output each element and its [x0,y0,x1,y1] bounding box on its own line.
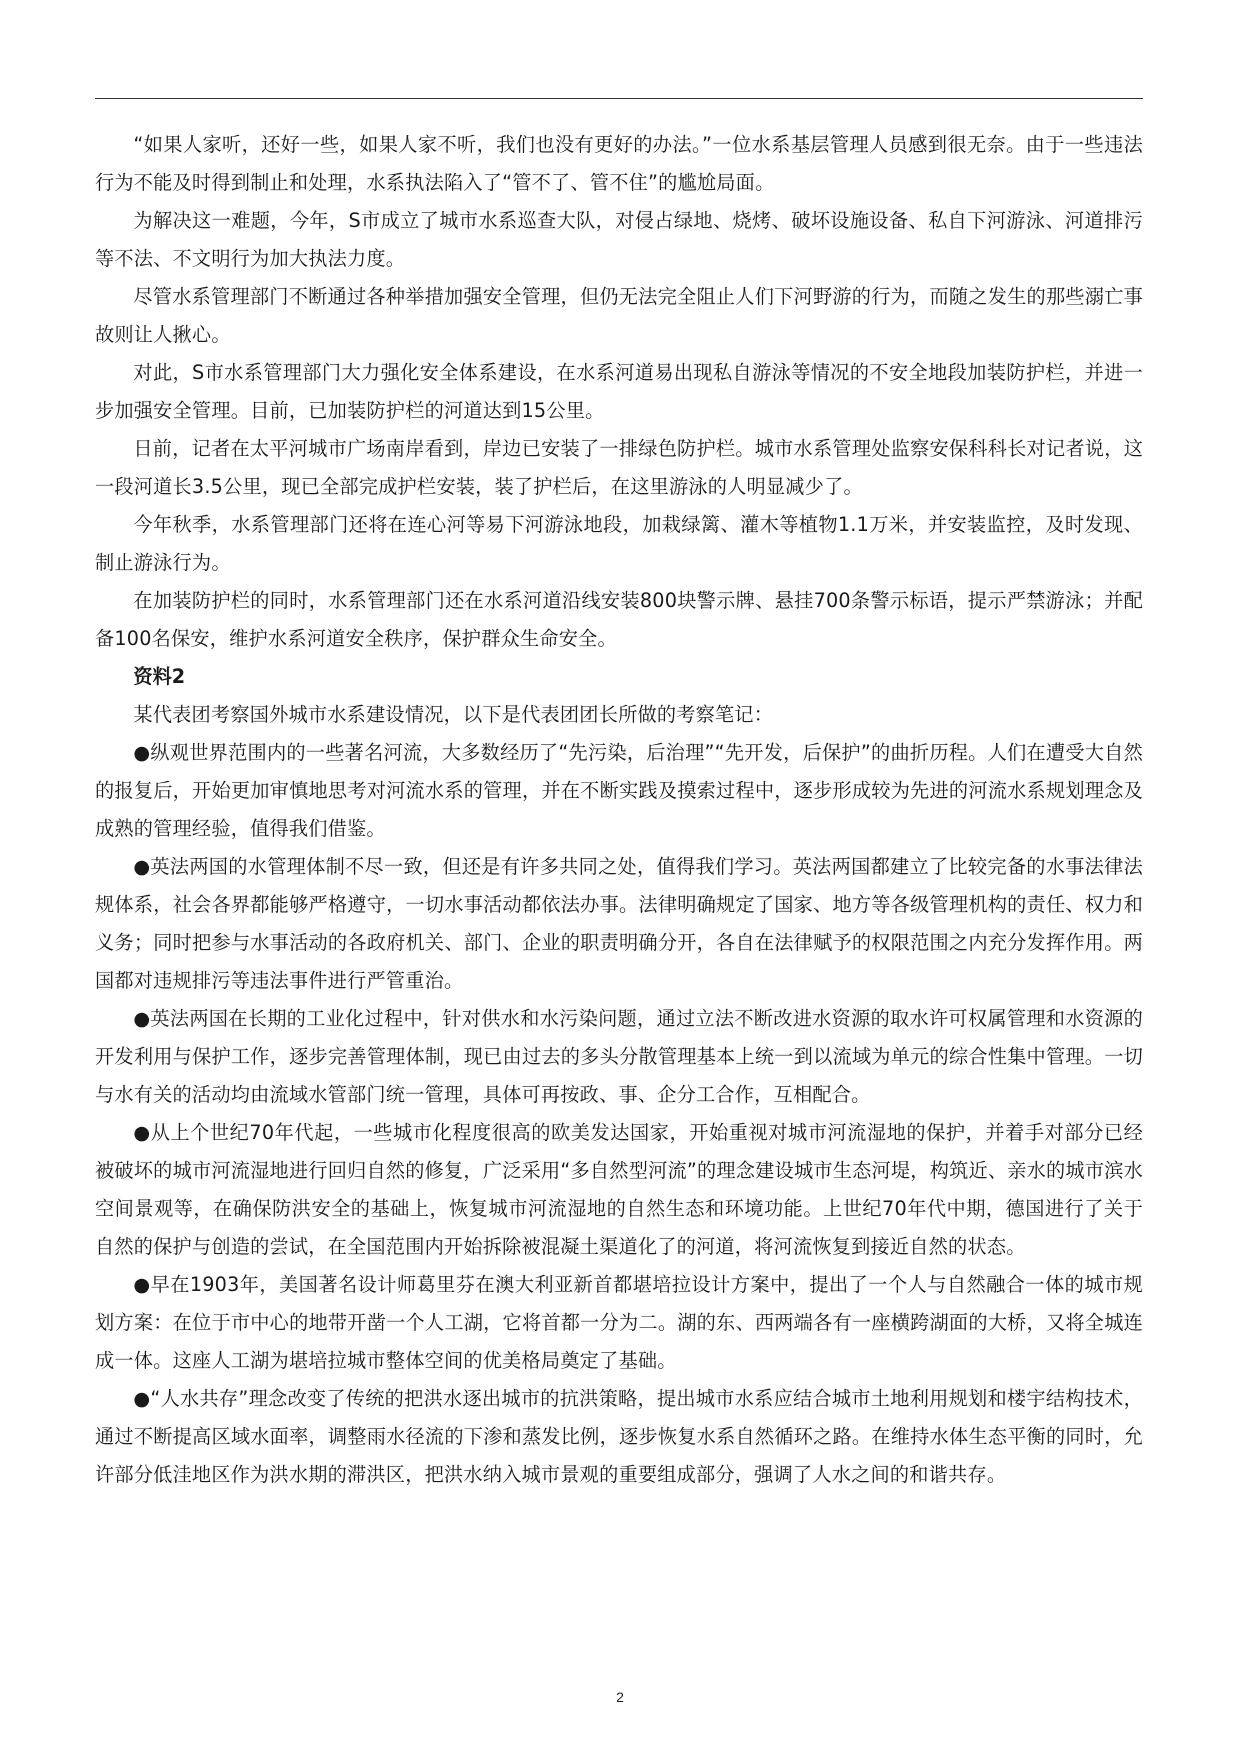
bullet-paragraph: ●早在1903年，美国著名设计师葛里芬在澳大利亚新首都堪培拉设计方案中，提出了一个人与自然融合一体的城市规划方案：在位于市中心的地带开凿一个人工湖，它将首都一分为二。湖的东、西两端各有一座横跨湖面的大桥，又将全城连成一体。这座人工湖为堪培拉城市整体空间的优美格局奠定了基础。 [95,1273,1143,1372]
paragraph: 某代表团考察国外城市水系建设情况，以下是代表团团长所做的考察笔记： [133,703,774,726]
paragraph: 在加装防护栏的同时，水系管理部门还在水系河道沿线安装800块警示牌、悬挂700条警示标语，提示严禁游泳；并配备100名保安，维护水系河道安全秩序，保护群众生命安全。 [95,589,1143,650]
paragraph: 为解决这一难题，今年，S市成立了城市水系巡查大队，对侵占绿地、烧烤、破坏设施设备、私自下河游泳、河道排污等不法、不文明行为加大执法力度。 [95,209,1143,270]
paragraph: “如果人家听，还好一些，如果人家不听，我们也没有更好的办法。”一位水系基层管理人员感到很无奈。由于一些违法行为不能及时得到制止和处理，水系执法陷入了“管不了、管不住”的尴尬局面。 [95,133,1143,194]
document-body [95,126,1143,1494]
paragraph: 对此，S市水系管理部门大力强化安全体系建设，在水系河道易出现私自游泳等情况的不安全地段加装防护栏，并进一步加强安全管理。目前，已加装防护栏的河道达到15公里。 [95,361,1143,422]
page-number: 2 [616,1689,624,1705]
bullet-paragraph: ●“人水共存”理念改变了传统的把洪水逐出城市的抗洪策略，提出城市水系应结合城市土地利用规划和楼宇结构技术，通过不断提高区域水面率，调整雨水径流的下渗和蒸发比例，逐步恢复水系自然循环之路。在维持水体生态平衡的同时，允许部分低洼地区作为洪水期的滞洪区，把洪水纳入城市景观的重要组成部分，强调了人水之间的和谐共存。 [95,1387,1143,1486]
bullet-paragraph: ●从上个世纪70年代起，一些城市化程度很高的欧美发达国家，开始重视对城市河流湿地的保护，并着手对部分已经被破坏的城市河流湿地进行回归自然的修复，广泛采用“多自然型河流”的理念建设城市生态河堤，构筑近、亲水的城市滨水空间景观等，在确保防洪安全的基础上，恢复城市河流湿地的自然生态和环境功能。上世纪70年代中期，德国进行了关于自然的保护与创造的尝试，在全国范围内开始拆除被混凝土渠道化了的河道，将河流恢复到接近自然的状态。 [95,1121,1143,1258]
section-heading: 资料2 [133,665,186,688]
bullet-paragraph: ●英法两国的水管理体制不尽一致，但还是有许多共同之处，值得我们学习。英法两国都建立了比较完备的水事法律法规体系，社会各界都能够严格遵守，一切水事活动都依法办事。法律明确规定了国家、地方等各级管理机构的责任、权力和义务；同时把参与水事活动的各政府机关、部门、企业的职责明确分开，各自在法律赋予的权限范围之内充分发挥作用。两国都对违规排污等违法事件进行严管重治。 [95,855,1143,992]
paragraph: 今年秋季，水系管理部门还将在连心河等易下河游泳地段，加栽绿篱、灌木等植物1.1万米，并安装监控，及时发现、制止游泳行为。 [95,513,1143,574]
header-rule [95,98,1143,99]
paragraph: 日前，记者在太平河城市广场南岸看到，岸边已安装了一排绿色防护栏。城市水系管理处监察安保科科长对记者说，这一段河道长3.5公里，现已全部完成护栏安装，装了护栏后，在这里游泳的人明显减少了。 [95,437,1143,498]
bullet-paragraph: ●纵观世界范围内的一些著名河流，大多数经历了“先污染，后治理”“先开发，后保护”的曲折历程。人们在遭受大自然的报复后，开始更加审慎地思考对河流水系的管理，并在不断实践及摸索过程中，逐步形成较为先进的河流水系规划理念及成熟的管理经验，值得我们借鉴。 [95,741,1143,840]
bullet-paragraph: ●英法两国在长期的工业化过程中，针对供水和水污染问题，通过立法不断改进水资源的取水许可权属管理和水资源的开发利用与保护工作，逐步完善管理体制，现已由过去的多头分散管理基本上统一到以流域为单元的综合性集中管理。一切与水有关的活动均由流域水管部门统一管理，具体可再按政、事、企分工合作，互相配合。 [95,1007,1143,1106]
paragraph: 尽管水系管理部门不断通过各种举措加强安全管理，但仍无法完全阻止人们下河野游的行为，而随之发生的那些溺亡事故则让人揪心。 [95,285,1143,346]
